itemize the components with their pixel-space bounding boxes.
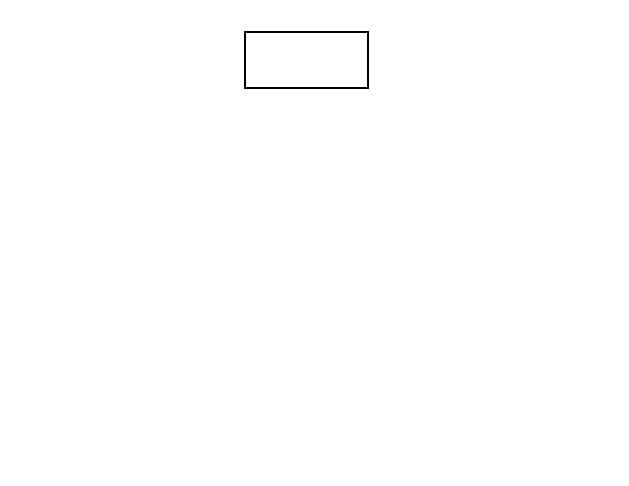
chart-legend (244, 31, 369, 89)
